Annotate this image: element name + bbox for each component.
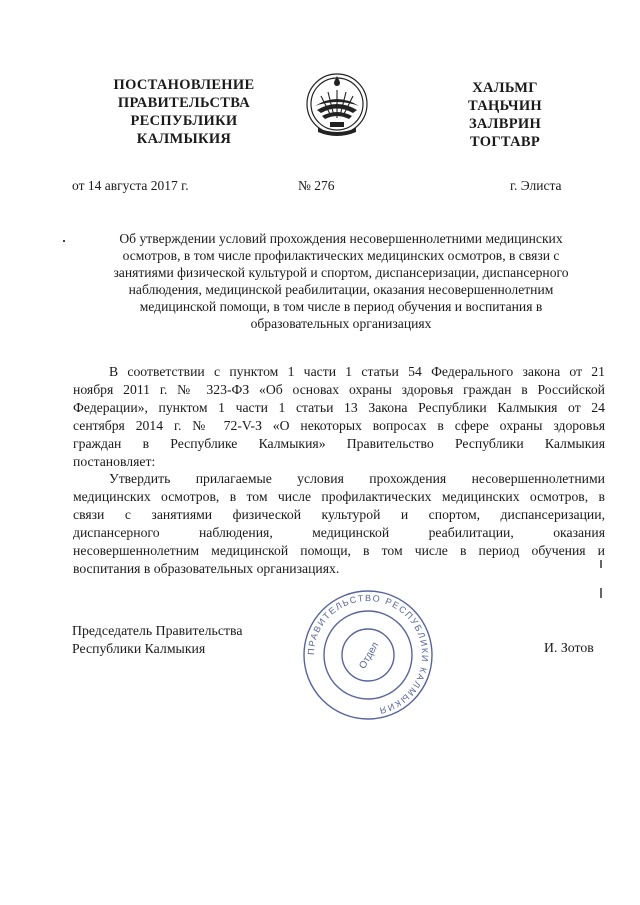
paragraph-line: диспансерного наблюдения, медицинской реабилитации, оказания (73, 524, 605, 540)
paragraph-line: несовершеннолетним медицинской помощи, в том числе в период обучения и (73, 542, 605, 558)
title-line: наблюдения, медицинской реабилитации, оказания несовершеннолетним (128, 282, 554, 297)
header-right-title (440, 79, 570, 151)
header-left-title (96, 76, 272, 148)
signatory-position-line: Председатель Правительства (72, 623, 243, 638)
signatory-position-line: Республики Калмыкия (72, 640, 206, 656)
document-city: г. Элиста (510, 178, 562, 193)
scan-edge-mark (600, 588, 602, 598)
scan-edge-mark (600, 560, 602, 568)
paragraph-line: постановляет: (73, 453, 156, 469)
title-line: медицинской помощи, в том числе в период обучения и воспитания в (139, 299, 543, 314)
paragraph-line: В соответствии с пунктом 1 части 1 статьи 54 Федерального закона от 21 (109, 364, 605, 379)
paragraph-line: медицинских осмотров, в том числе профилактических медицинских осмотров, в (73, 488, 605, 504)
header-right-line: ТОГТАВР (469, 134, 541, 150)
signatory-position (72, 622, 242, 657)
paragraph-line: ноября 2011 г. № 323-ФЗ «Об основах охраны здоровья граждан в Российской (73, 381, 605, 397)
calmykia-coat-of-arms-icon (300, 66, 374, 146)
stamp-outer-text: ПРАВИТЕЛЬСТВО РЕСПУБЛИКИ КАЛМЫКИЯ (305, 592, 431, 717)
header-left-line: ПОСТАНОВЛЕНИЕ (113, 77, 255, 93)
document-title (90, 230, 592, 332)
title-line: образовательных организациях (250, 316, 432, 331)
paragraph-line: воспитания в образовательных организациях. (73, 560, 340, 576)
paragraph-line: сентября 2014 г. № 72-V-З «О некоторых вопросах в сфере охраны здоровья (73, 417, 605, 433)
stamp-inner-text: Отдел (357, 640, 382, 672)
preamble-paragraph (73, 363, 605, 470)
official-stamp (300, 587, 436, 723)
header-left-line: ПРАВИТЕЛЬСТВА (117, 95, 251, 111)
paragraph-line: граждан в Республике Калмыкия» Правительство Республики Калмыкия (73, 435, 605, 451)
signatory-name: И. Зотов (544, 640, 594, 655)
scan-speck (63, 240, 65, 242)
title-line: Об утверждении условий прохождения несовершеннолетними медицинских (119, 231, 563, 246)
header-left-line: РЕСПУБЛИКИ (130, 113, 238, 129)
document-number: № 276 (298, 178, 335, 193)
header-right-line: ЗАЛВРИН (468, 116, 542, 132)
document-date: от 14 августа 2017 г. (72, 178, 189, 193)
header-right-line: ТАҢЬЧИН (468, 98, 542, 114)
title-line: занятиями физической культурой и спортом, диспансеризации, диспансерного (113, 265, 569, 280)
header-left-line: КАЛМЫКИЯ (136, 131, 232, 147)
header-right-line: ХАЛЬМГ (472, 80, 538, 96)
paragraph-line: Утвердить прилагаемые условия прохождения несовершеннолетними (109, 471, 605, 486)
paragraph-line: Федерации», пунктом 1 части 1 статьи 13 Закона Республики Калмыкия от 24 (73, 399, 605, 415)
title-line: осмотров, в том числе профилактических медицинских осмотров, в связи с (122, 248, 560, 263)
resolution-paragraph (73, 470, 605, 577)
paragraph-line: связи с занятиями физической культурой и спортом, диспансеризации, (73, 506, 605, 522)
